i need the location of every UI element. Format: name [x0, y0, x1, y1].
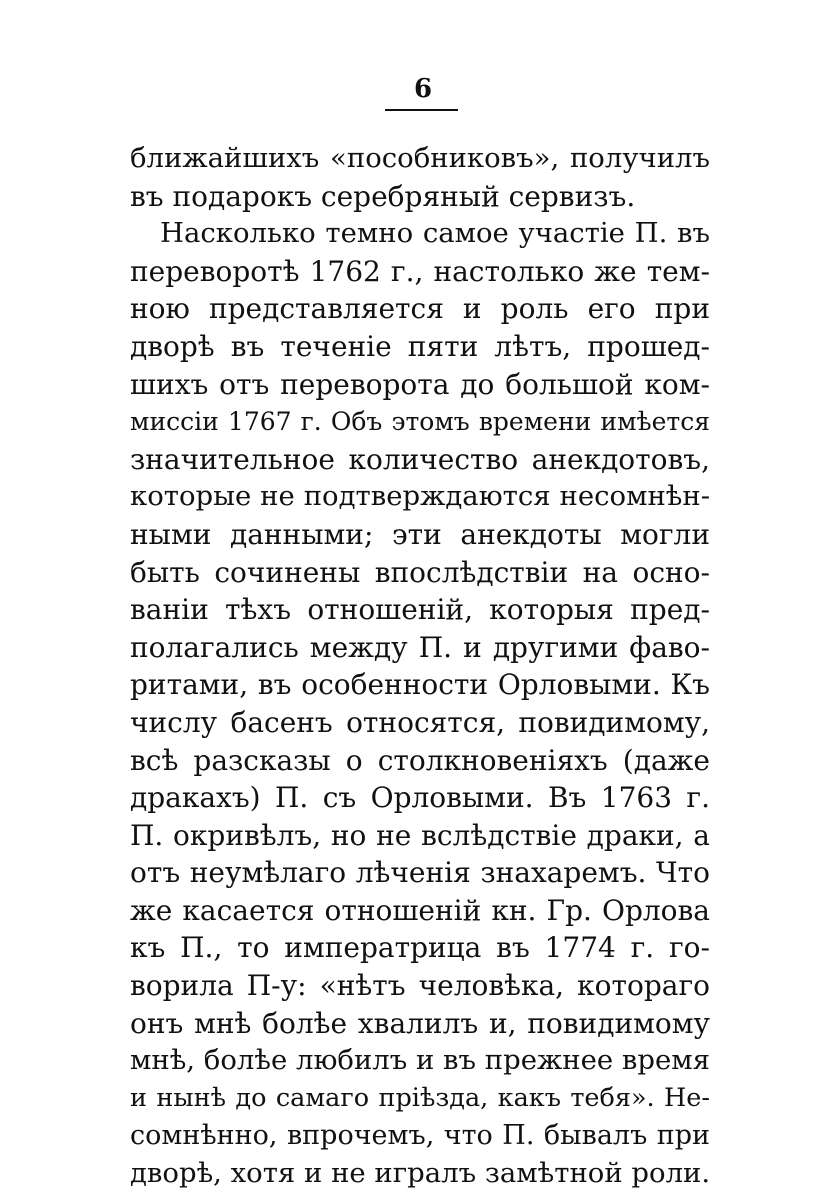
text-line: значительное количество анекдотовъ, [130, 442, 710, 476]
page-number: 6 [413, 74, 433, 104]
text-line: въ подарокъ серебряный сервизъ. [130, 179, 636, 213]
text-line: ближайшихъ «пособниковъ», получилъ [130, 142, 710, 174]
text-line: миссіи 1767 г. Объ этомъ времени имѣется [130, 407, 710, 437]
text-line: дворѣ, хотя и не игралъ замѣтной роли. [130, 1157, 710, 1190]
text-line: числу басенъ относятся, повидимому, [130, 705, 710, 739]
text-line: и нынѣ до самаго пріѣзда, какъ тебя». Не- [130, 1082, 710, 1113]
text-line: ворила П-у: «нѣтъ человѣка, котораго [130, 969, 710, 1003]
page-number-rule [385, 109, 458, 111]
text-line: дворѣ въ теченіе пяти лѣтъ, прошед- [130, 329, 710, 363]
text-line: ною представляется и роль его при [130, 292, 710, 326]
text-line: сомнѣнно, впрочемъ, что П. бывалъ при [130, 1120, 710, 1152]
text-line: П. окривѣлъ, но не вслѣдствіе драки, а [130, 818, 710, 852]
text-line: полагались между П. и другими фаво- [130, 630, 710, 664]
text-line: же касается отношеній кн. Гр. Орлова [130, 893, 710, 927]
text-line: которые не подтверждаются несомнѣн- [130, 480, 710, 513]
text-line: ными данными; эти анекдоты могли [130, 517, 710, 551]
text-line: ваніи тѣхъ отношеній, которыя пред- [130, 593, 710, 627]
text-line: шихъ отъ переворота до большой ком- [130, 367, 710, 401]
text-line: дракахъ) П. съ Орловыми. Въ 1763 г. [130, 781, 710, 815]
text-line: отъ неумѣлаго лѣченія знахаремъ. Что [130, 856, 710, 890]
text-line: Насколько темно самое участіе П. въ [160, 217, 710, 250]
text-line: быть сочинены впослѣдствіи на осно- [130, 555, 710, 589]
text-line: всѣ разсказы о столкновеніяхъ (даже [130, 743, 710, 777]
body-text [130, 140, 710, 1193]
text-line: переворотѣ 1762 г., настолько же тем- [130, 254, 710, 288]
text-line: ритами, въ особенности Орловыми. Къ [130, 668, 710, 702]
text-line: къ П., то императрица въ 1774 г. го- [130, 931, 710, 965]
text-line: онъ мнѣ болѣе хвалилъ и, повидимому [130, 1006, 710, 1040]
text-line: мнѣ, болѣе любилъ и въ прежнее время [130, 1044, 710, 1077]
